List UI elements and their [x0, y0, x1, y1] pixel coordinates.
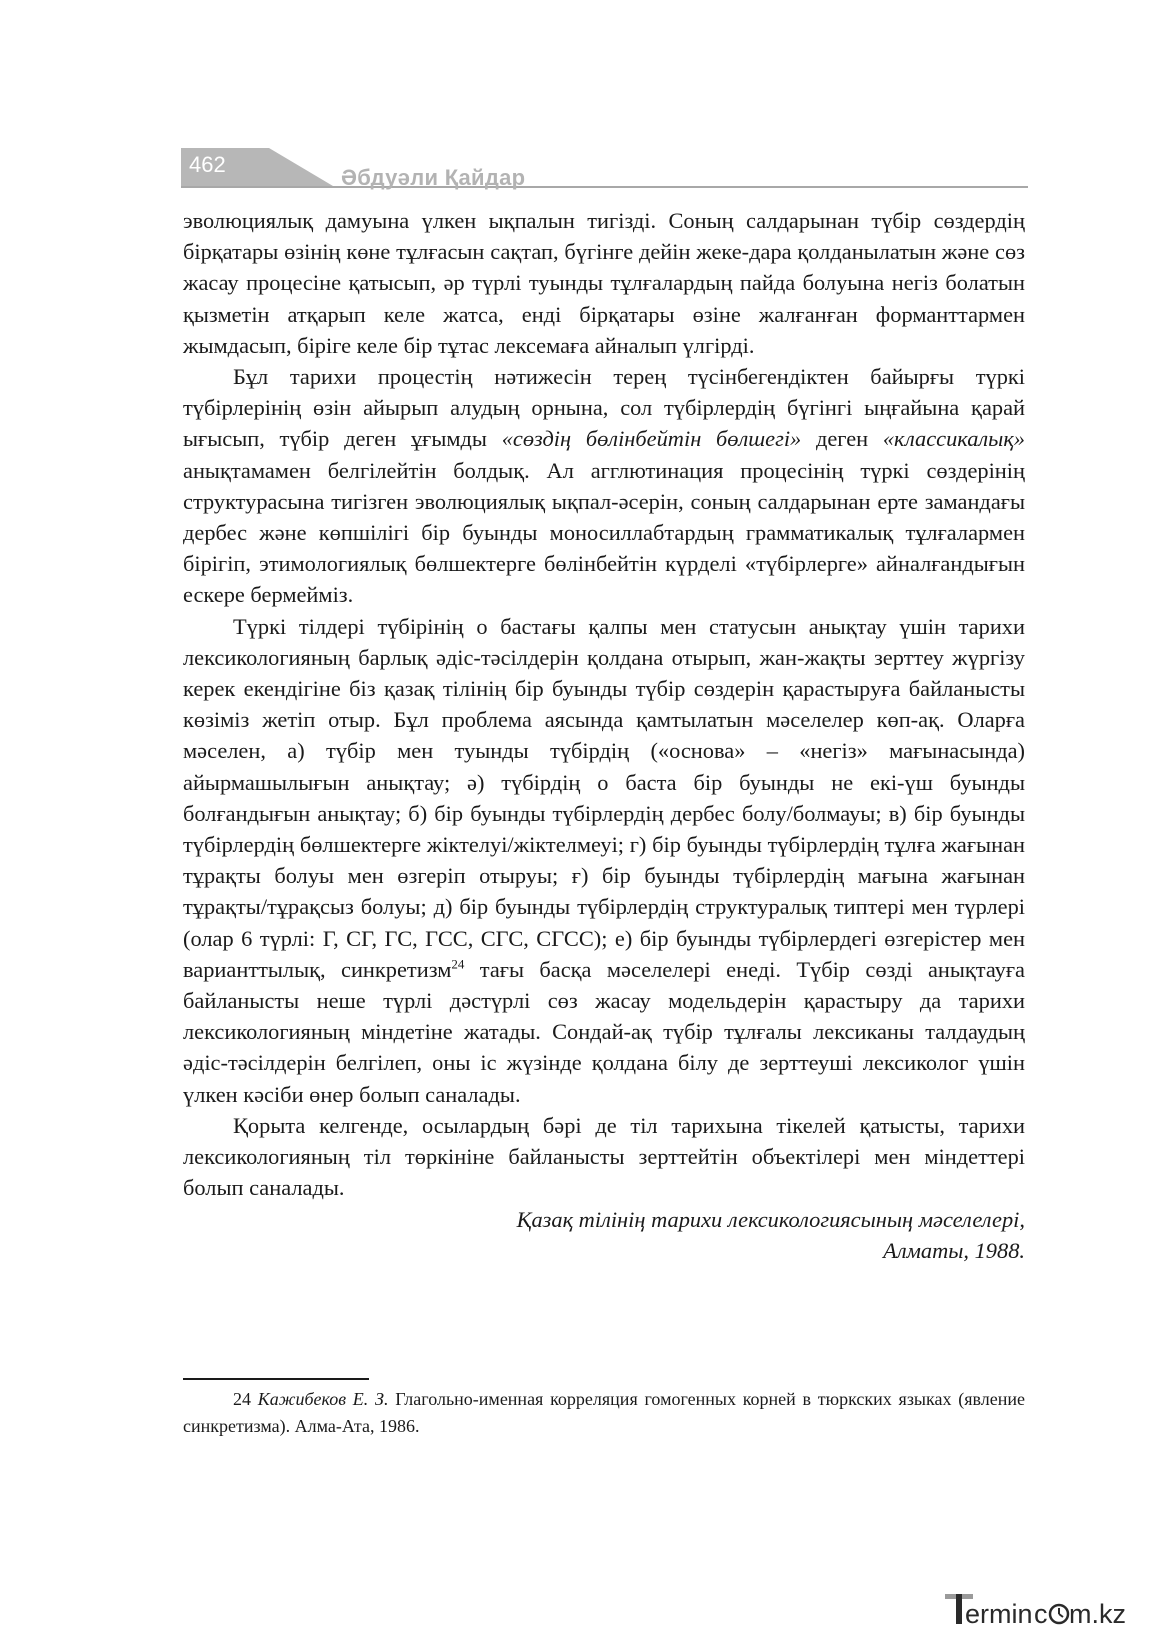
header-band-graphic: [181, 148, 1028, 196]
paragraph-2-part-1: Бұл тарихи процестің нәтижесін терең түсінбегендіктен байырғы түркі түбірлерінің өзін айырып алудың орнына, сол түбірлердің бүгінгі ыңғайына қарай ығысып, түбір деген ұғымды: [183, 364, 1025, 452]
footnote-reference[interactable]: 24: [451, 956, 465, 972]
svg-text:m.kz: m.kz: [1069, 1599, 1126, 1629]
paragraph-3-part-2: тағы басқа мәселелері енеді. Түбір сөзді анықтауға байланысты неше түрлі дәстүрлі сөз жасау модельдерін қарастыру да тарихи лексикологияның міндетіне жатады. Сондай-ақ түбір тұлғалы лексиканы талдаудың әдіс-тәсілдерін белгілеп, оны іс жүзінде қолдана білу де зерттеуші лексиколог үшін үлкен кәсіби өнер болып саналады.: [183, 956, 1025, 1107]
running-head: Әбдуәли Қайдар: [341, 165, 526, 190]
emphasis-term-2: «классикалық»: [882, 426, 1025, 452]
svg-text:ermin: ermin: [965, 1599, 1033, 1629]
svg-text:c: c: [1034, 1599, 1048, 1629]
paragraph-3: [183, 611, 1025, 1110]
paragraph-4: Қорыта келгенде, осылардың бәрі де тіл тарихына тікелей қатысты, тарихи лексикологияның тіл төркініне байланысты зерттейтін объектілері мен міндеттері болып саналады.: [183, 1112, 1025, 1201]
paragraph-2-part-2: деген: [801, 426, 883, 452]
footnote-author: Кажибеков Е. З.: [257, 1389, 389, 1409]
source-attribution-line-1: Қазақ тілінің тарихи лексикологиясының мәселелері,: [516, 1206, 1025, 1232]
footnote-text: Глагольно-именная корреляция гомогенных корней в тюркских языках (явление синкретизма). Алма-Ата, 1986.: [183, 1389, 1026, 1436]
termincom-watermark-logo: [945, 1590, 1145, 1634]
source-attribution-line-2: Алматы, 1988.: [883, 1237, 1025, 1263]
footnote: [183, 1386, 1025, 1440]
main-text: [183, 205, 1025, 1266]
page-number: 462: [189, 152, 226, 177]
footnote-number: 24: [233, 1389, 251, 1409]
paragraph-2: [183, 361, 1025, 611]
page-header: [181, 148, 1028, 196]
footnote-separator: [183, 1378, 369, 1380]
paragraph-3-part-1: Түркі тілдері түбірінің о бастағы қалпы мен статусын анықтау үшін тарихи лексикологияның барлық әдіс-тәсілдерін қолдана отырып, жан-жақты зерттеу жүргізу керек екендігіне біз қазақ тілінің бір буынды түбір сөздерін қарастыруға байланысты көзіміз жетіп отыр. Бұл проблема аясында қамтылатын мәселелер көп-ақ. Оларға мәселен, а) түбір мен туынды түбірдің («основа» – «негіз» мағынасында) айырмашылығын анықтау; ә) түбірдің о баста бір буынды не екі-үш буынды болғандығын анықтау; б) бір буынды түбірлердің дербес болу/болмауы; в) бір буынды түбірлердің бөлшектерге жіктелуі/жіктелмеуі; г) бір буынды түбірлердің тұлға жағынан тұрақты болуы мен өзгеріп отыруы; ғ) бір буынды түбірлердің мағына жағынан тұрақты/тұрақсыз болуы; д) бір буынды түбірлердің структуралық типтері мен түрлері (олар 6 түрлі: Г, СГ, ГС, ГСС, СГС, СГСС); е) бір буынды түбірлердегі өзгерістер мен варианттылық, синкретизм: [183, 613, 1025, 982]
paragraph-2-part-3: анықтамамен белгілейтін болдық. Ал агглютинация процесінің түркі сөздерінің структурасына тигізген эволюциялық ықпал-әсерін, соның салдарынан ерте замандағы дербес және көпшілігі бір буынды моносиллабтардың грамматикалық тұлғалармен бірігіп, этимологиялық бөлшектерге бөлінбейтін күрделі «түбірлерге» айналғандығын ескере бермейміз.: [183, 457, 1025, 608]
emphasis-term-1: «сөздің бөлінбейтін бөлшегі»: [501, 426, 802, 452]
watermark-logo-icon: [945, 1590, 1145, 1634]
paragraph-1: эволюциялық дамуына үлкен ықпалын тигізді. Соның салдарынан түбір сөздердің бірқатары өзінің көне тұлғасын сақтап, бүгінге дейін жеке-дара қолданылатын және сөз жасау процесіне қатысып, әр түрлі туынды тұлғалардың пайда болуына негіз болатын қызметін атқарып келе жатса, енді бірқатары өзіне жалғанған форманттармен жымдасып, біріге келе бір тұтас лексемаға айналып үлгірді.: [183, 208, 1025, 358]
